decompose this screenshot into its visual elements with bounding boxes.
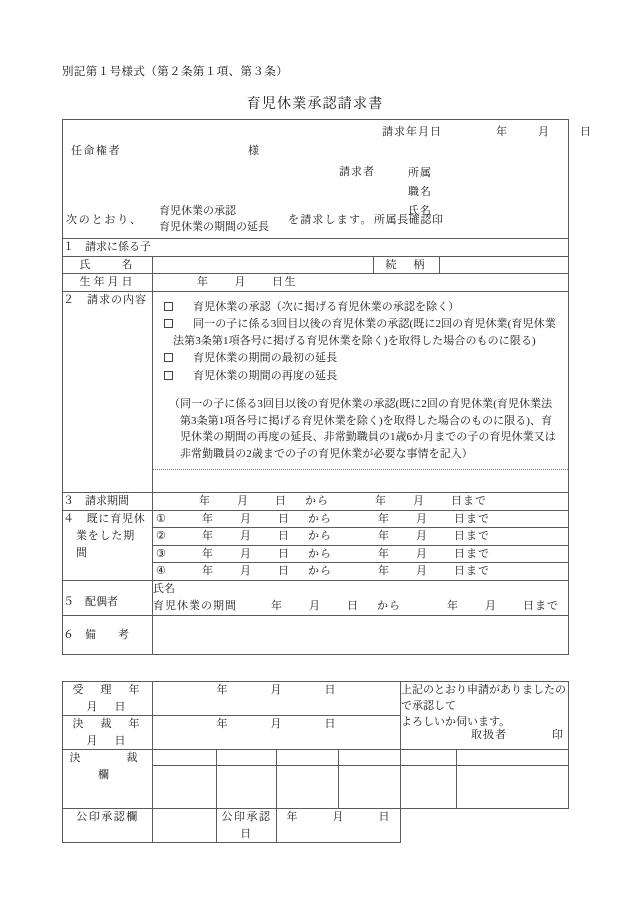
decision-cell-6[interactable] <box>457 766 569 809</box>
s5-from: から <box>377 599 401 612</box>
section4-title <box>63 510 153 580</box>
request-option-extension[interactable]: 育児休業の期間の延長 <box>159 221 269 233</box>
section3-period-cell[interactable] <box>153 493 569 511</box>
section1-title: １ 請求に係る子 <box>63 239 569 257</box>
s4-month2-1: 月 <box>416 512 428 525</box>
s4-month-3: 月 <box>240 547 252 560</box>
spouse-period-label: 育児休業の期間 <box>153 599 237 612</box>
official-seal-empty-area <box>401 809 569 843</box>
section1-birthdate-row <box>63 274 569 292</box>
s4-year-2: 年 <box>202 530 214 542</box>
section5-title: ５ 配偶者 <box>63 580 153 615</box>
official-seal-day: 日 <box>378 811 391 823</box>
request-date-month[interactable]: 月 <box>538 126 550 138</box>
section4-number-1: ① <box>156 512 167 525</box>
s3-month: 月 <box>237 495 249 507</box>
spouse-period-line <box>153 598 568 615</box>
decision-day: 日 <box>324 718 337 730</box>
section4-period-cell-1[interactable] <box>153 510 569 528</box>
section4-period-2 <box>153 530 490 542</box>
checkbox-square-icon[interactable] <box>164 302 173 311</box>
checkbox-label-2-line1: 同一の子に係る3回目以後の育児休業の承認(既に2回の育児休業(育児休業 <box>193 318 556 330</box>
requester-label: 請求者 <box>339 166 375 178</box>
handler-label: 取扱者 <box>471 729 507 741</box>
header-box <box>63 120 592 238</box>
section2-note-line-1: （同一の子に係る3回目以後の育児休業の承認(既に2回の育児休業(育児休業法 <box>169 398 553 410</box>
checkbox-item-third-or-later[interactable] <box>161 316 562 349</box>
section4-period-1 <box>153 513 490 525</box>
child-birthdate-label: 生年月日 <box>63 274 153 292</box>
section6-title: ６ 備 考 <box>63 615 153 655</box>
s5-year2: 年 <box>447 599 459 612</box>
affiliation-field[interactable]: 所属 <box>408 167 432 179</box>
section5-row <box>63 580 569 615</box>
s4-year2-3: 年 <box>378 547 390 560</box>
s4-to-2: 日まで <box>454 530 490 542</box>
decision-month: 月 <box>270 718 283 730</box>
s4-from-4: から <box>308 565 332 577</box>
seal-mark-icon[interactable]: 印 <box>552 729 563 741</box>
section4-period-cell-3[interactable] <box>153 545 569 563</box>
decision-cell-5[interactable] <box>401 766 457 809</box>
child-name-label: 氏 名 <box>63 256 153 274</box>
s4-year-3: 年 <box>202 547 214 560</box>
spouse-name-label: 氏名 <box>153 582 175 595</box>
child-birthdate-value[interactable]: 年 月 日生 <box>153 274 569 292</box>
section4-title-line-3: 間 <box>76 546 88 559</box>
section3-period <box>153 495 487 507</box>
receipt-date-label: 受 理 年 月 日 <box>63 682 153 716</box>
official-seal-value[interactable] <box>153 809 217 843</box>
s4-year-4: 年 <box>202 565 214 577</box>
receipt-year: 年 <box>216 684 229 696</box>
section4-period-3 <box>153 548 490 560</box>
receipt-date-row <box>63 682 569 716</box>
child-relationship-label: 続 柄 <box>374 256 440 274</box>
header-block-cell <box>63 120 592 239</box>
section2-free-text[interactable] <box>153 470 568 492</box>
section4-period-cell-4[interactable] <box>153 563 569 581</box>
s4-day-2: 日 <box>278 530 290 542</box>
s4-from-1: から <box>308 512 332 525</box>
main-form-table <box>62 119 592 655</box>
section5-body[interactable] <box>153 580 569 615</box>
decision-cell-top-3[interactable] <box>277 750 339 766</box>
section1-title-row <box>63 239 569 257</box>
name-field[interactable]: 氏名 <box>408 205 432 217</box>
s4-month-2: 月 <box>240 530 252 542</box>
official-seal-month: 月 <box>332 811 345 823</box>
section4-period-4 <box>153 565 490 577</box>
checkbox-label-2-line2: 法第3条第1項各号に掲げる育児休業を除く)を取得した場合のものに限る) <box>173 334 536 347</box>
child-relationship-value[interactable] <box>440 256 569 274</box>
header-block-row <box>63 120 569 239</box>
position-field[interactable]: 職名 <box>408 186 432 198</box>
decision-column-top-row <box>63 750 569 766</box>
official-seal-label: 公印承認欄 <box>63 809 153 843</box>
official-seal-date-value[interactable] <box>277 809 401 843</box>
section1-name-row <box>63 256 569 274</box>
approval-note-line-2: よろしいか伺います。 <box>401 716 511 728</box>
decision-cell-1[interactable] <box>153 766 217 809</box>
s4-month2-2: 月 <box>416 530 428 542</box>
honorific-label: 様 <box>248 145 259 157</box>
request-verb: を請求します。 <box>288 214 373 226</box>
section2-note-line-4: 非常勤職員の2歳までの子の育児休業が必要な事情を記入） <box>180 447 473 460</box>
checkbox-square-icon[interactable] <box>164 319 173 328</box>
decision-cell-top-2[interactable] <box>217 750 277 766</box>
s4-year2-2: 年 <box>378 530 390 542</box>
s3-month2: 月 <box>413 495 425 507</box>
section4-number-2: ② <box>156 530 167 542</box>
request-date-line <box>382 124 592 141</box>
official-seal-year: 年 <box>286 811 299 823</box>
request-option-approval[interactable]: 育児休業の承認 <box>159 205 236 217</box>
s5-month: 月 <box>309 599 321 612</box>
s3-year2: 年 <box>375 495 387 507</box>
approval-note-line-1: 上記のとおり申請がありましたので承認して <box>401 684 566 712</box>
section4-row-1 <box>63 510 569 528</box>
approval-table <box>62 681 569 843</box>
s4-month-4: 月 <box>240 565 252 577</box>
decision-cell-3[interactable] <box>277 766 339 809</box>
section2-note-line-2: 第3条第1項各号に掲げる育児休業を除く)を取得した場合のものに限る)、育 <box>180 414 553 427</box>
decision-cell-top-5[interactable] <box>401 750 457 766</box>
s4-year2-1: 年 <box>378 512 390 525</box>
checkbox-item-first-extension[interactable] <box>161 350 562 367</box>
section3-row <box>63 493 569 511</box>
receipt-day: 日 <box>324 684 337 696</box>
s4-year2-4: 年 <box>378 565 390 577</box>
s4-year-1: 年 <box>202 512 214 525</box>
s4-month2-4: 月 <box>416 565 428 577</box>
section2-note-line-3: 児休業の期間の再度の延長、非常勤職員の1歳6か月までの子の育児休業又は <box>180 431 556 443</box>
official-seal-date-label: 公印承認日 <box>217 809 277 843</box>
s5-month2: 月 <box>485 599 497 612</box>
section4-number-3: ③ <box>156 547 167 560</box>
checkbox-label-3: 育児休業の期間の最初の延長 <box>193 352 338 364</box>
section6-row <box>63 615 569 655</box>
s5-to: 日まで <box>523 599 559 612</box>
s3-from: から <box>305 495 329 507</box>
checkbox-square-icon[interactable] <box>164 353 173 362</box>
approval-note-cell <box>401 682 569 750</box>
request-options <box>159 203 269 235</box>
decision-date-label: 決 裁 年 月 日 <box>63 716 153 750</box>
section3-title: ３ 請求期間 <box>63 493 153 511</box>
section2-row <box>63 291 569 493</box>
s3-to: 日まで <box>451 495 487 507</box>
s4-month2-3: 月 <box>416 547 428 560</box>
official-seal-row <box>63 809 569 843</box>
section4-number-4: ④ <box>156 565 167 577</box>
appointer-label: 任命権者 <box>71 145 121 157</box>
request-date-day[interactable]: 日 <box>580 126 592 138</box>
lead-text: 次のとおり、 <box>66 214 143 226</box>
receipt-date-value[interactable] <box>153 682 401 716</box>
s4-day-1: 日 <box>278 512 290 525</box>
decision-cell-2[interactable] <box>217 766 277 809</box>
checkbox-label-1: 育児休業の承認（次に掲げる育児休業の承認を除く） <box>193 300 460 313</box>
checkbox-item-approval[interactable] <box>161 299 562 316</box>
section2-note <box>153 390 568 469</box>
s4-to-3: 日まで <box>454 547 490 560</box>
supervisor-seal-label: 所属長確認印 <box>374 214 444 226</box>
form-number: 別記第１号様式（第２条第１項、第３条） <box>62 66 289 78</box>
s5-day: 日 <box>347 599 359 612</box>
section2-title: ２ 請求の内容 <box>63 291 153 493</box>
receipt-month: 月 <box>270 684 283 696</box>
decision-date-value[interactable] <box>153 716 401 750</box>
checkbox-square-icon[interactable] <box>164 371 173 380</box>
section2-body <box>153 291 569 493</box>
request-date-year[interactable]: 年 <box>496 126 508 138</box>
section2-checkbox-list <box>153 292 568 391</box>
s4-to-1: 日まで <box>454 512 490 525</box>
decision-cell-top-4[interactable] <box>339 750 401 766</box>
section4-title-line-2: 業をした期 <box>76 529 135 542</box>
s3-day: 日 <box>275 495 287 507</box>
checkbox-item-second-extension[interactable] <box>161 368 562 385</box>
s4-to-4: 日まで <box>454 565 490 577</box>
request-date-label: 請求年月日 <box>382 126 442 138</box>
section4-title-line-1: ４ 既に育児休 <box>63 512 146 525</box>
decision-year: 年 <box>216 718 229 730</box>
s3-year: 年 <box>199 495 211 507</box>
s4-day-4: 日 <box>278 565 290 577</box>
checkbox-label-4: 育児休業の期間の再度の延長 <box>193 369 338 382</box>
decision-column-label: 決 裁 欄 <box>63 750 153 809</box>
s4-from-2: から <box>308 530 332 542</box>
s4-day-3: 日 <box>278 547 290 560</box>
s4-month-1: 月 <box>240 512 252 525</box>
child-name-value[interactable] <box>153 256 374 274</box>
decision-cell-top-6[interactable] <box>457 750 569 766</box>
section4-period-cell-2[interactable] <box>153 528 569 546</box>
page-title: 育児休業承認請求書 <box>246 97 384 112</box>
s5-year: 年 <box>271 599 283 612</box>
s4-from-3: から <box>308 547 332 560</box>
section6-value[interactable] <box>153 615 569 655</box>
decision-cell-4[interactable] <box>339 766 401 809</box>
